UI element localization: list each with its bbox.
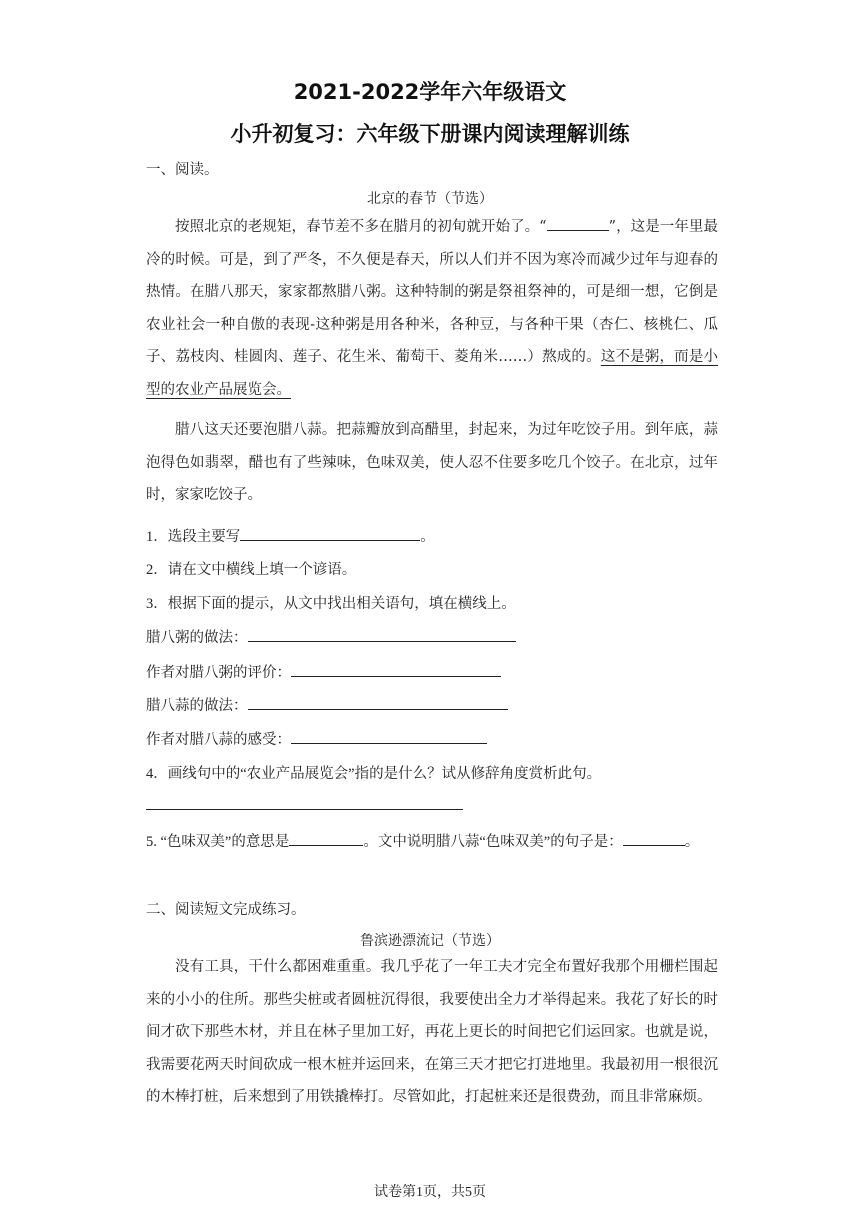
prompt-label: 腊八粥的做法： (146, 630, 248, 646)
question-1 (146, 525, 435, 546)
question-2: 2．请在文中横线上填一个谚语。 (146, 562, 357, 578)
page-footer: 试卷第1页，共5页 (374, 1185, 486, 1200)
proverb-blank[interactable] (547, 216, 609, 231)
prompt-label: 作者对腊八粥的评价： (146, 665, 291, 681)
exam-title: 2021-2022学年六年级语文 (293, 80, 567, 104)
answer-line[interactable] (146, 809, 463, 810)
question-4: 4．画线句中的“农业产品展览会”指的是什么？试从修辞角度赏析此句。 (146, 766, 602, 782)
question-3d (146, 728, 487, 749)
exam-subtitle: 小升初复习：六年级下册课内阅读理解训练 (230, 122, 630, 146)
question-text: 5. “色味双美”的意思是 (146, 834, 290, 850)
section-heading-1: 一、阅读。 (146, 162, 219, 178)
answer-blank[interactable] (289, 831, 363, 846)
prompt-label: 作者对腊八蒜的感受： (146, 732, 291, 748)
question-text: 。 (684, 834, 700, 850)
passage-text: ”，这是一年里最冷的时候。可是，到了严冬，不久便是春天，所以人们并不因为寒冷而减少过年与迎春的热情。在腊八那天，家家都熬腊八粥。这种特制的粥是祭祖祭神的，可是细一想，它倒是农业社会一种自傲的表现-这种粥是用各种米，各种豆，与各种干果（杏仁、核桃仁、瓜子、荔枝肉、桂圆肉、莲子、花生米、葡萄干、菱角米……）熬成的。 (146, 219, 718, 366)
question-5 (146, 830, 699, 851)
prompt-label: 腊八蒜的做法： (146, 698, 248, 714)
answer-blank[interactable] (248, 627, 516, 642)
passage-title-2: 鲁滨逊漂流记（节选） (360, 933, 500, 949)
question-3b (146, 661, 501, 682)
underlined-sentence: 这不是粥，而是小型的农业产品展览会。 (146, 349, 719, 398)
question-text: 。 (420, 529, 435, 545)
passage-title-1: 北京的春节（节选） (367, 191, 493, 207)
section-heading-2: 二、阅读短文完成练习。 (146, 902, 306, 918)
passage-text: 按照北京的老规矩，春节差不多在腊月的初旬就开始了。“ (175, 219, 547, 235)
passage-1-paragraph-1 (146, 211, 718, 407)
answer-blank[interactable] (623, 831, 685, 846)
answer-blank[interactable] (248, 695, 508, 710)
question-3a (146, 626, 516, 647)
question-text: 。文中说明腊八蒜“色味双美”的句子是： (363, 834, 623, 850)
passage-1-paragraph-2: 腊八这天还要泡腊八蒜。把蒜瓣放到高醋里，封起来，为过年吃饺子用。到年底，蒜泡得色如翡翠，醋也有了些辣味，色味双美，使人忍不住要多吃几个饺子。在北京，过年时，家家吃饺子。 (146, 422, 718, 504)
question-text: 1．选段主要写 (146, 529, 241, 545)
answer-blank[interactable] (291, 662, 501, 677)
answer-blank[interactable] (240, 526, 420, 541)
question-3c (146, 694, 508, 715)
question-3: 3．根据下面的提示，从文中找出相关语句，填在横线上。 (146, 596, 516, 612)
passage-2-paragraph-1: 没有工具，干什么都困难重重。我几乎花了一年工夫才完全布置好我那个用栅栏围起来的小小的住所。那些尖桩或者圆桩沉得很，我要使出全力才举得起来。我花了好长的时间才砍下那些木材，并且在林子里加工好，再花上更长的时间把它们运回家。也就是说，我需要花两天时间砍成一根木桩并运回来，在第三天才把它打进地里。我最初用一根很沉的木棒打桩，后来想到了用铁撬棒打。尽管如此，打起桩来还是很费劲，而且非常麻烦。 (146, 959, 718, 1106)
answer-blank[interactable] (291, 729, 487, 744)
